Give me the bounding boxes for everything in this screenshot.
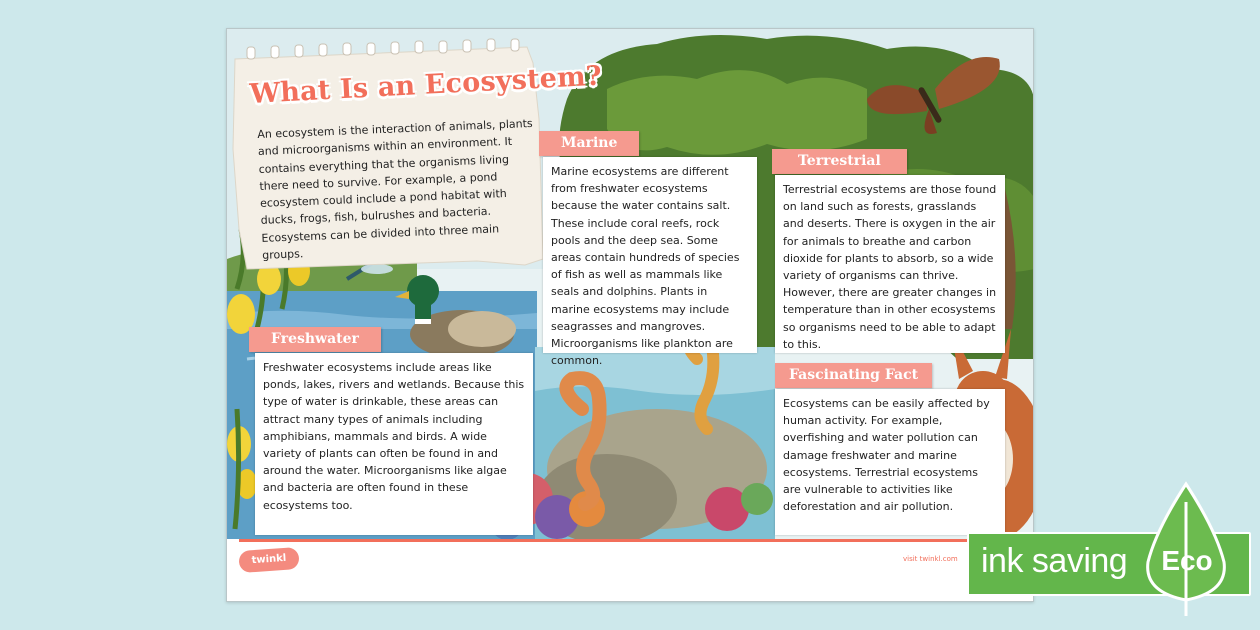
terrestrial-text: Terrestrial ecosystems are those found on land such as forests, grasslands and deserts. There is oxygen in the air for animals to breathe and carbon dioxide for plants to absorb, so a wide variety of organisms can thrive. However, there are greater changes in temperature than in other ecosystems so organisms need to be able to adapt to this. — [775, 175, 1005, 353]
footer-url: visit twinkl.com — [903, 555, 958, 563]
eco-label: Eco — [1161, 545, 1213, 576]
freshwater-heading: Freshwater — [249, 327, 381, 352]
fascinating-fact-text: Ecosystems can be easily affected by human activity. For example, overfishing and water pollution can damage freshwater and marine ecosystems. Terrestrial ecosystems are vulnerable to activities like deforestation and air pollution. — [775, 389, 1005, 535]
terrestrial-heading: Terrestrial — [772, 149, 907, 174]
ecosystem-poster — [226, 28, 1034, 602]
ink-saving-label: ink saving — [981, 542, 1128, 580]
intro-paragraph: An ecosystem is the interaction of animals, plants and microorganisms within an environment. It contains everything that the organisms living there need to survive. For example, a pond ecosystem could include a pond habitat with ducks, frogs, fish, bulrushes and bacteria. Ecosystems can be divided into three main groups. — [257, 116, 533, 262]
footer-divider — [239, 539, 1023, 542]
twinkl-logo: twinkl — [238, 547, 299, 573]
marine-text: Marine ecosystems are different from freshwater ecosystems because the water contains salt. These include coral reefs, rock pools and the deep sea. Some areas contain hundreds of species of fish as well as mammals like seals and dolphins. Plants in marine ecosystems may include seagrasses and mangroves. Microorganisms like plankton are common. — [543, 157, 757, 353]
marine-heading: Marine — [539, 131, 639, 156]
poster-title: What Is an Ecosystem? — [249, 60, 603, 110]
freshwater-text: Freshwater ecosystems include areas like ponds, lakes, rivers and wetlands. Because this type of water is drinkable, these areas can attract many types of animals including amphibians, mammals and birds. A wide variety of plants can often be found in and around the water. Microorganisms like algae and bacteria are often found in these ecosystems too. — [255, 353, 533, 535]
fascinating-fact-heading: Fascinating Fact — [775, 363, 932, 388]
